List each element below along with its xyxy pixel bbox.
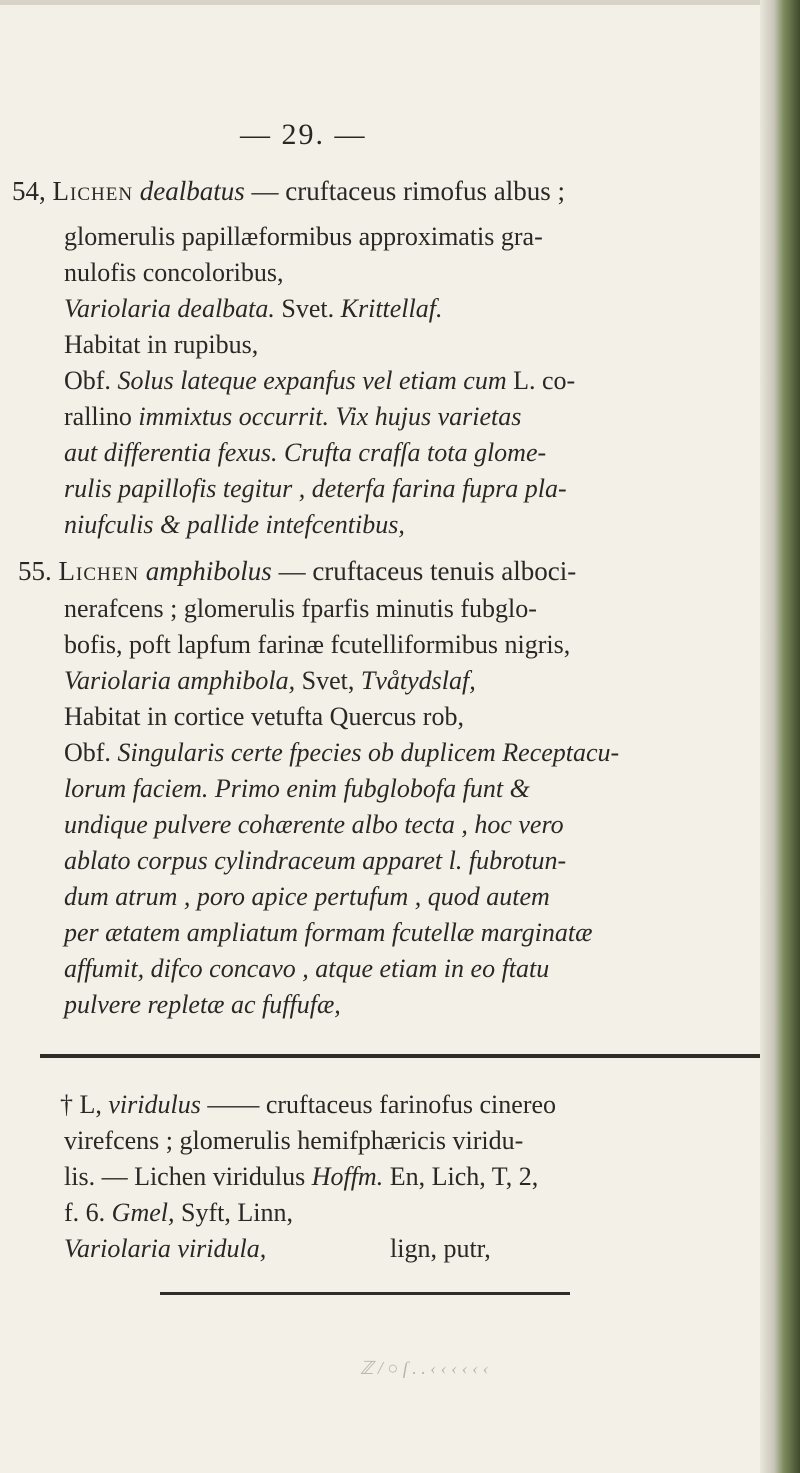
entry-55-observation-4: ablato corpus cylindraceum apparet l. fubrotun- — [64, 846, 567, 875]
entry-55-observation-8: pulvere repletæ ac fuffufæ, — [64, 990, 341, 1019]
genus-abbrev: L, — [79, 1090, 102, 1119]
reference-text-end: Syft, Linn, — [174, 1198, 293, 1227]
entry-viridulus-line-2: virefcens ; glomerulis hemifphæricis viridu- — [64, 1126, 524, 1155]
entry-54-observation-5: niufculis & pallide intefcentibus, — [64, 510, 405, 539]
entry-55-line-1 — [18, 556, 576, 587]
observation-text: immixtus occurrit. Vix hujus varietas — [131, 402, 522, 431]
vernacular-name: Tvåtydslaf, — [360, 666, 476, 695]
synonym-name: Variolaria dealbata. — [64, 294, 275, 323]
entry-viridulus-line-4 — [64, 1198, 293, 1228]
entry-54-habitat: Habitat in rupibus, — [64, 330, 259, 359]
reference-text: lis. — Lichen viridulus — [64, 1162, 312, 1191]
description: —— cruftaceus farinofus cinereo — [200, 1090, 557, 1119]
hyphen-text: co- — [535, 366, 576, 395]
entry-55-line-2: nerafcens ; glomerulis fparfis minutis fubglo- — [64, 594, 537, 623]
entry-54-observation-3: aut differentia fexus. Crufta crafſa tota glome- — [64, 438, 547, 467]
section-divider — [40, 1054, 760, 1058]
description: — cruftaceus rimofus albus ; — [244, 176, 565, 206]
entry-54-line-3: nulofis concoloribus, — [64, 258, 284, 287]
synonym-source: Svet, — [295, 666, 361, 695]
entry-55-observation-2: lorum faciem. Primo enim fubglobofa funt & — [64, 774, 530, 803]
entry-number: 55. — [18, 556, 52, 586]
reference-text-end: En, Lich, T, 2, — [383, 1162, 539, 1191]
end-divider — [160, 1292, 570, 1295]
reference-text: f. 6. — [64, 1198, 112, 1227]
observation-label: Obf. — [64, 366, 111, 395]
page-number: — 29. — — [240, 118, 367, 151]
entry-54-synonym — [64, 294, 442, 324]
entry-number: 54, — [12, 176, 46, 206]
entry-55-observation-7: affumit, difco concavo , atque etiam in eo ftatu — [64, 954, 550, 983]
vernacular-name: Krittellaf. — [340, 294, 443, 323]
bleed-through-text: ℤ / ○ ſ . . ‹ ‹ ‹ ‹ ‹ ‹ — [360, 1358, 489, 1378]
entry-viridulus-line-1 — [60, 1090, 556, 1120]
entry-55-observation-6: per ætatem ampliatum formam fcutellæ marginatæ — [64, 918, 593, 947]
species-name: dealbatus — [139, 176, 245, 206]
entry-54-observation-4: rulis papillofis tegitur , deterfa farina fupra pla- — [64, 474, 567, 503]
page-binding-edge — [760, 0, 800, 1473]
dagger-mark: † — [60, 1090, 73, 1119]
genus-name: Lichen — [52, 176, 134, 206]
observation-label: Obf. — [64, 738, 111, 767]
species-name: amphibolus — [145, 556, 272, 586]
description: — cruftaceus tenuis albo — [271, 556, 548, 586]
page-top-edge — [0, 0, 800, 5]
author-name: Gmel, — [111, 1198, 175, 1227]
entry-54-line-2: glomerulis papillæformibus approximatis gra- — [64, 222, 543, 251]
hyphen-text: ci- — [547, 556, 577, 586]
synonym-name: Variolaria viridula, — [64, 1234, 267, 1263]
entry-54-observation-2 — [64, 402, 521, 432]
entry-viridulus-line-3 — [64, 1162, 538, 1192]
entry-55-observation-3: undique pulvere cohærente albo tecta , hoc vero — [64, 810, 564, 839]
entry-55-synonym — [64, 666, 476, 696]
entry-55-line-3: bofis, poft lapfum farinæ fcutelliformibus nigris, — [64, 630, 571, 659]
genus-name: Lichen — [58, 556, 140, 586]
observation-text: Solus lateque expanfus vel etiam cum — [110, 366, 514, 395]
author-name: Hoffm. — [311, 1162, 384, 1191]
observation-text-roman: rallino — [64, 402, 132, 431]
observation-text: Singularis certe fpecies ob duplicem Receptacu- — [110, 738, 620, 767]
entry-54-line-1 — [12, 176, 565, 207]
entry-55-observation-1 — [64, 738, 619, 768]
synonym-name: Variolaria amphibola, — [64, 666, 296, 695]
entry-54-observation-1 — [64, 366, 575, 396]
abbrev: L. — [513, 366, 536, 395]
species-name: viridulus — [108, 1090, 201, 1119]
entry-viridulus-line-5 — [64, 1234, 266, 1264]
entry-55-observation-5: dum atrum , poro apice pertufum , quod autem — [64, 882, 550, 911]
entry-55-habitat: Habitat in cortice vetufta Quercus rob, — [64, 702, 464, 731]
synonym-source: Svet. — [274, 294, 341, 323]
entry-viridulus-substrate: lign, putr, — [390, 1234, 491, 1263]
